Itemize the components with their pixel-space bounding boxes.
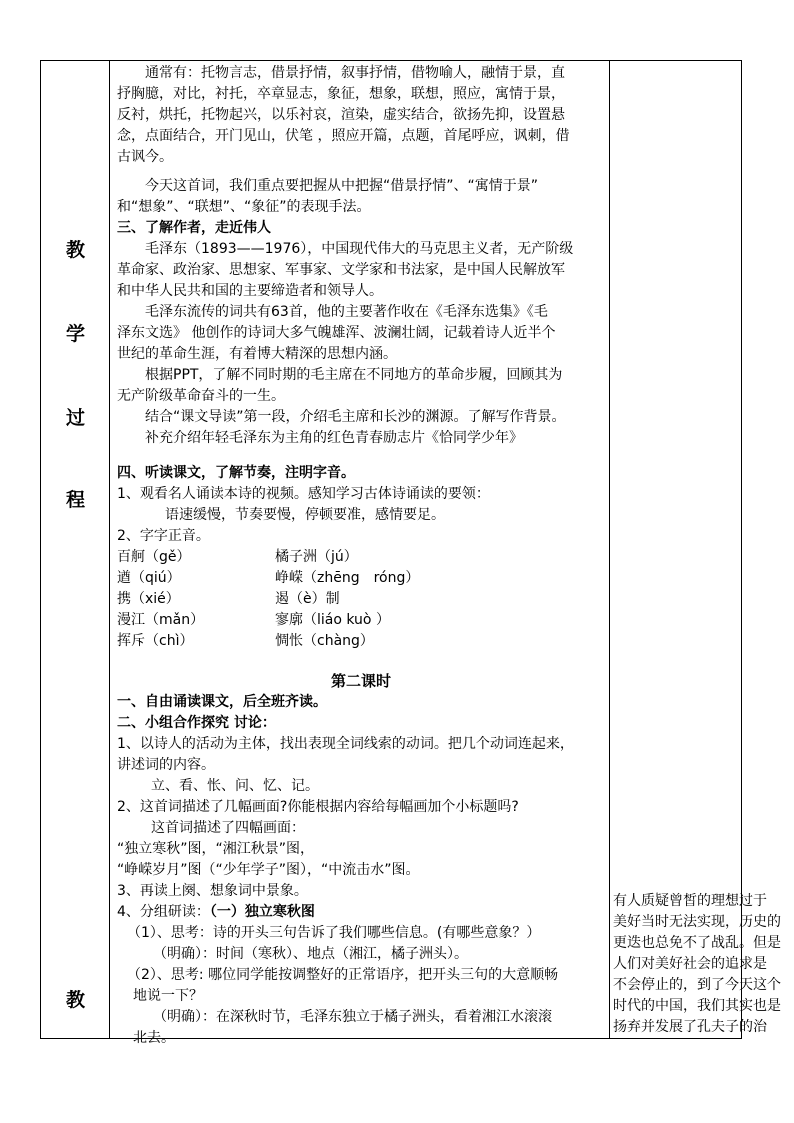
text-line: “峥嵘岁月”图（“少年学子”图），“中流击水”图。 — [117, 862, 420, 878]
section-heading: 二、小组合作探究 讨论： — [117, 715, 276, 731]
text-line: （1）、思考：诗的开头三句告诉了我们哪些信息。(有哪些意象？） — [127, 925, 541, 941]
note-line: 时代的中国，我们其实也是 — [613, 998, 781, 1014]
notes-column — [610, 61, 781, 1038]
text-line: 3、再读上阕、想象词中景象。 — [117, 883, 308, 899]
label-char-xue: 学 — [65, 323, 85, 345]
pronunciation-row — [117, 589, 605, 610]
step-label: 4、分组研读： — [117, 904, 210, 920]
text-line: 和“想象”、“联想”、“象征”的表现手法。 — [117, 199, 371, 215]
text-line: “独立寒秋”图，“湘江秋景”图， — [117, 841, 315, 857]
label-char-jiao: 教 — [65, 239, 85, 261]
label-char-guo: 过 — [65, 407, 85, 429]
text-line: 1、观看名人诵读本诗的视频。感知学习古体诗诵读的要领： — [117, 486, 490, 502]
lesson-plan-table — [40, 60, 781, 1046]
text-line: （明确）：时间（寒秋）、地点（湘江，橘子洲头）。 — [153, 946, 468, 962]
text-line: 立、看、怅、问、忆、记。 — [151, 778, 319, 794]
label-char-jiao-2: 教 — [65, 989, 85, 1011]
text-line: 古讽今。 — [117, 149, 173, 165]
text-line: 抒胸臆，对比，衬托，卒章显志，象征，想象，联想，照应，寓情于景， — [117, 86, 565, 102]
text-line: 通常有：托物言志，借景抒情，叙事抒情，借物喻人，融情于景，直 — [145, 65, 565, 81]
section-heading: 一、自由诵读课文，后全班齐读。 — [117, 694, 327, 710]
pronunciation-row — [117, 547, 605, 568]
section-heading: 三、了解作者，走近伟人 — [117, 220, 271, 236]
text-line: 2、这首词描述了几幅画面?你能根据内容给每幅画加个小标题吗? — [117, 799, 519, 815]
note-line: 扬弃并发展了孔夫子的治 — [613, 1019, 767, 1035]
text-line: 补充介绍年轻毛泽东为主角的红色青春励志片《恰同学少年》 — [145, 430, 523, 446]
pronunciation-row — [117, 610, 605, 631]
text-line: 革命家、政治家、思想家、军事家、文学家和书法家，是中国人民解放军 — [117, 262, 565, 278]
note-line: 美好当时无法实现，历史的 — [613, 914, 781, 930]
pronunciation-item: 遒（qiú） — [117, 570, 181, 586]
text-line: 根据PPT，了解不同时期的毛主席在不同地方的革命步履，回顾其为 — [145, 367, 563, 383]
pronunciation-row — [117, 568, 605, 589]
text-line: 世纪的革命生涯，有着博大精深的思想内涵。 — [117, 346, 397, 362]
text-line: 结合“课文导读”第一段，介绍毛主席和长沙的渊源。了解写作背景。 — [145, 409, 566, 425]
pronunciation-item: 遏（è）制 — [275, 591, 340, 607]
pronunciation-item: 漫江（mǎn） — [117, 612, 205, 628]
pronunciation-item: 挥斥（chì） — [117, 633, 194, 649]
label-char-cheng: 程 — [65, 489, 85, 511]
pronunciation-item: 携（xié） — [117, 591, 180, 607]
pronunciation-item: 寥廓（liáo kuò ） — [275, 612, 390, 628]
pronunciation-row — [117, 631, 605, 652]
text-line: 今天这首词，我们重点要把握从中把握“借景抒情”、“寓情于景” — [145, 178, 539, 194]
label-column — [41, 61, 110, 1038]
pronunciation-item: 百舸（gě） — [117, 549, 191, 565]
main-content-column — [110, 61, 610, 1046]
text-line — [117, 902, 605, 923]
text-line: 和中华人民共和国的主要缔造者和领导人。 — [117, 283, 383, 299]
text-line: 毛泽东（1893——1976），中国现代伟大的马克思主义者，无产阶级 — [145, 241, 574, 257]
subsection-title: （一）独立寒秋图 — [209, 904, 315, 920]
lesson-two-title: 第二课时 — [330, 672, 391, 690]
note-line: 有人质疑曾皙的理想过于 — [613, 893, 767, 909]
text-line: 1、以诗人的活动为主体，找出表现全词线索的动词。把几个动词连起来， — [117, 736, 574, 752]
text-line: 地说一下？ — [133, 988, 203, 1004]
text-line: 北去。 — [133, 1030, 175, 1046]
text-line: 泽东文选》 他创作的诗词大多气魄雄浑、波澜壮阔，记载着诗人近半个 — [117, 325, 556, 341]
pronunciation-item: 峥嵘（zhēng róng） — [275, 570, 420, 586]
text-line: 语速缓慢，节奏要慢，停顿要准，感情要足。 — [165, 507, 445, 523]
section-heading: 四、听读课文，了解节奏，注明字音。 — [117, 465, 355, 481]
note-line: 不会停止的，到了今天这个 — [613, 977, 781, 993]
pronunciation-item: 橘子洲（jú） — [275, 549, 358, 565]
text-line: 毛泽东流传的词共有63首，他的主要著作收在《毛泽东选集》《毛 — [145, 304, 548, 320]
lesson-body — [117, 63, 605, 1049]
text-line: 2、字字正音。 — [117, 528, 210, 544]
text-line: （2）、思考: 哪位同学能按调整好的正常语序，把开头三句的大意顺畅 — [127, 967, 559, 983]
pronunciation-item: 惆怅（chàng） — [275, 633, 374, 649]
note-line: 人们对美好社会的追求是 — [613, 956, 767, 972]
text-line: 念，点面结合，开门见山，伏笔 ，照应开篇，点题，首尾呼应，讽刺，借 — [117, 128, 570, 144]
note-line: 更迭也总免不了战乱。但是 — [613, 935, 781, 951]
text-line: 无产阶级革命奋斗的一生。 — [117, 388, 285, 404]
text-line: 讲述词的内容。 — [117, 757, 215, 773]
text-line: （明确）：在深秋时节，毛泽东独立于橘子洲头，看着湘江水滚滚 — [153, 1009, 552, 1025]
text-line: 这首词描述了四幅画面： — [151, 820, 305, 836]
text-line: 反衬，烘托，托物起兴，以乐衬哀，渲染，虚实结合，欲扬先抑，设置悬 — [117, 107, 565, 123]
margin-note — [613, 891, 781, 1038]
